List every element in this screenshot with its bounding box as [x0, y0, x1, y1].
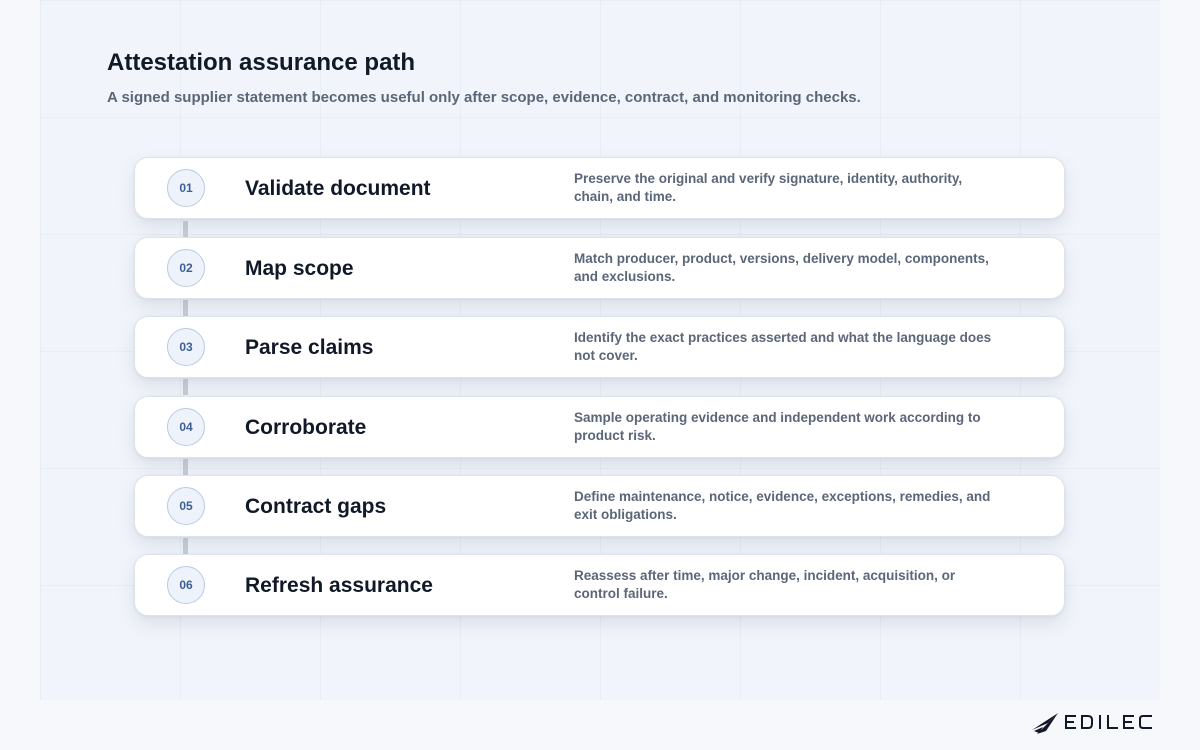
step-card-validate-document — [134, 157, 1065, 219]
step-description: Preserve the original and verify signature, identity, authority, chain, and time. — [574, 171, 963, 204]
step-description: Match producer, product, versions, delivery model, components, and exclusions. — [574, 251, 989, 284]
page-subtitle: A signed supplier statement becomes useful only after scope, evidence, contract, and monitoring checks. — [107, 89, 861, 106]
step-title: Parse claims — [245, 336, 374, 359]
step-title: Map scope — [245, 257, 354, 280]
page-title: Attestation assurance path — [107, 49, 416, 76]
logo-wordmark — [1066, 716, 1151, 728]
step-title: Refresh assurance — [245, 574, 433, 597]
step-number-badge: 02 — [167, 249, 205, 287]
edilec-logo — [1031, 710, 1155, 736]
step-number-badge: 04 — [167, 408, 205, 446]
step-title: Contract gaps — [245, 495, 387, 518]
step-card-corroborate — [134, 396, 1065, 458]
step-title: Validate document — [245, 177, 431, 200]
step-description: Identify the exact practices asserted and what the language does not cover. — [574, 330, 992, 363]
step-card-parse-claims — [134, 316, 1065, 378]
step-card-map-scope — [134, 237, 1065, 299]
step-title: Corroborate — [245, 416, 367, 439]
step-number-badge: 06 — [167, 566, 205, 604]
step-connector — [183, 459, 188, 475]
step-description: Sample operating evidence and independent work according to product risk. — [574, 410, 981, 443]
step-connector — [183, 379, 188, 395]
step-card-refresh-assurance — [134, 554, 1065, 616]
step-connector — [183, 221, 188, 237]
paper-plane-icon — [1032, 713, 1058, 734]
step-card-contract-gaps — [134, 475, 1065, 537]
step-number-badge: 01 — [167, 169, 205, 207]
step-description: Reassess after time, major change, incident, acquisition, or control failure. — [574, 568, 956, 601]
step-description: Define maintenance, notice, evidence, exceptions, remedies, and exit obligations. — [574, 489, 991, 522]
step-connector — [183, 300, 188, 316]
step-number-badge: 03 — [167, 328, 205, 366]
step-connector — [183, 538, 188, 554]
step-number-badge: 05 — [167, 487, 205, 525]
